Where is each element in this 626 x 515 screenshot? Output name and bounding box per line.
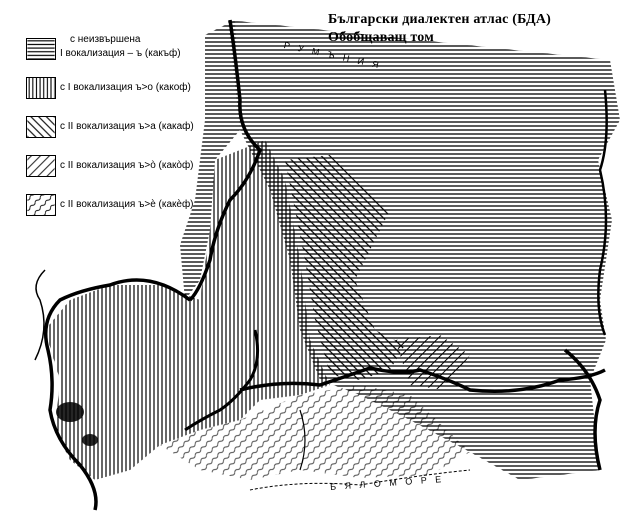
legend-label: с I вокализация ъ>о (какоф) [60, 82, 191, 93]
legend-label: с II вокализация ъ>ò (какòф) [60, 160, 194, 171]
label-romania: Р У М Ъ Н И Я [282, 40, 383, 71]
legend-swatch-vertical [26, 77, 56, 99]
legend-item [26, 151, 231, 182]
legend-item [26, 34, 231, 65]
legend-swatch-diagonal-back [26, 116, 56, 138]
legend-label: с II вокализация ъ>а (какаф) [60, 121, 194, 132]
map-subtitle: Обобщаващ том [328, 30, 434, 45]
lake [82, 434, 98, 446]
legend-label: с II вокализация ъ>ѐ (какѐф) [60, 199, 194, 210]
river-line [35, 270, 45, 360]
legend-item [26, 73, 231, 104]
legend-item [26, 112, 231, 143]
legend [26, 34, 231, 229]
legend-label: с неизвършена [70, 34, 141, 45]
legend-label: I вокализация – ъ (какъф) [60, 48, 181, 59]
legend-item [26, 190, 231, 221]
legend-swatch-diagonal-wavy [26, 194, 56, 216]
map-title: Български диалектен атлас (БДА) [328, 12, 552, 27]
label-aegean-sea: Б Я Л О М О Р Е [329, 474, 445, 492]
legend-swatch-diagonal [26, 155, 56, 177]
lake [56, 402, 84, 422]
legend-swatch-horizontal [26, 38, 56, 60]
